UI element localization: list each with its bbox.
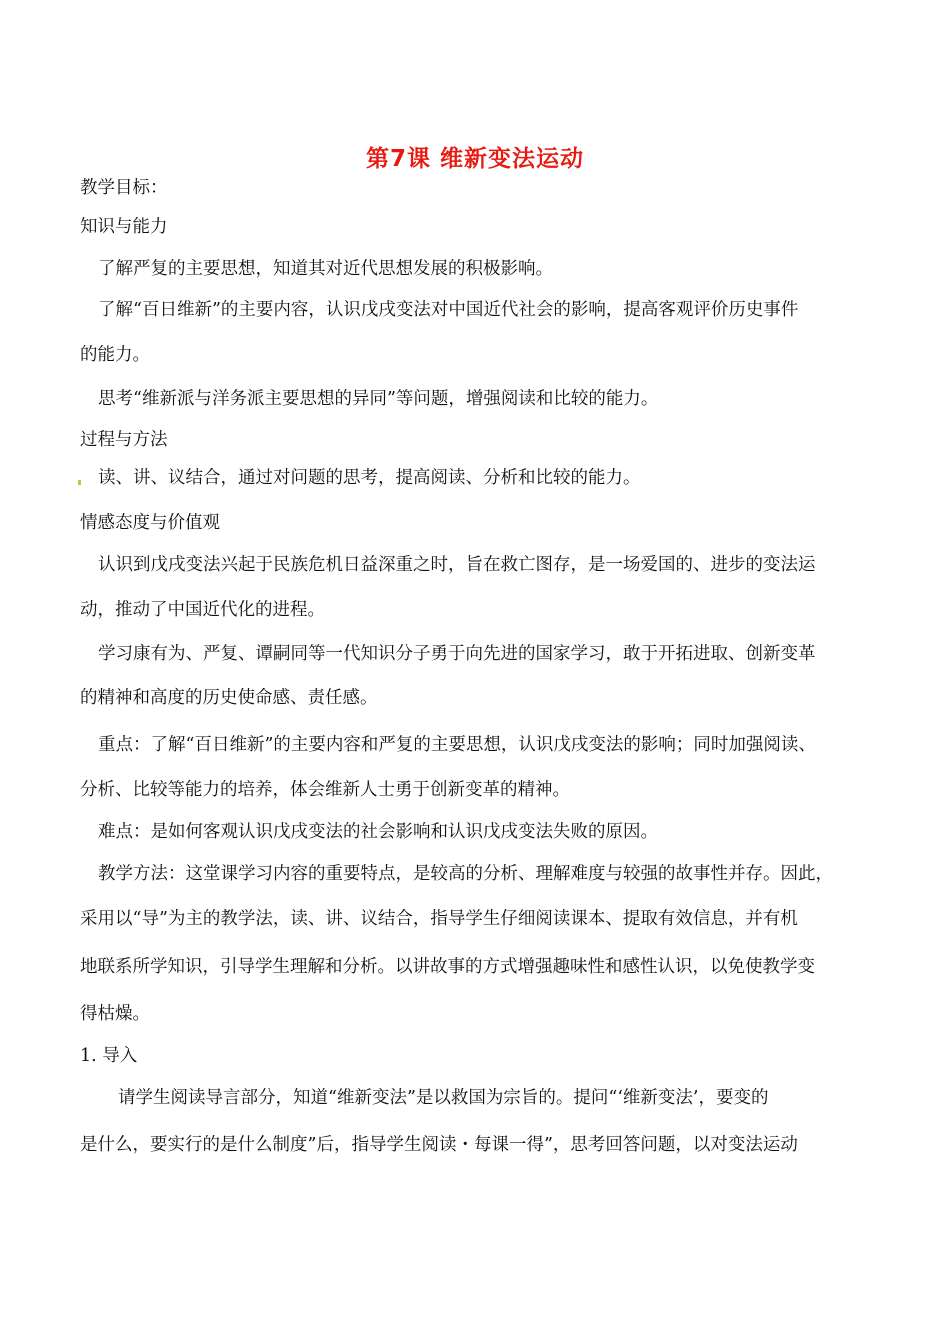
paragraph-line: 读、讲、议结合，通过对问题的思考，提高阅读、分析和比较的能力。 [98, 468, 641, 488]
teaching-goals-heading: 教学目标： [80, 178, 168, 198]
lesson-title: 第7课 维新变法运动 [365, 146, 584, 172]
paragraph-line: 了解严复的主要思想，知道其对近代思想发展的积极影响。 [98, 259, 553, 279]
knowledge-ability-heading: 知识与能力 [80, 217, 168, 237]
mark-dot [78, 480, 81, 485]
paragraph-line: 了解“百日维新”的主要内容，认识戊戌变法对中国近代社会的影响，提高客观评价历史事件 [98, 300, 799, 320]
paragraph-line: 思考“维新派与洋务派主要思想的异同”等问题，增强阅读和比较的能力。 [98, 389, 659, 409]
paragraph-line: 认识到戊戌变法兴起于民族危机日益深重之时，旨在救亡图存，是一场爱国的、进步的变法运 [98, 555, 816, 575]
paragraph-line: 是什么，要实行的是什么制度”后，指导学生阅读・每课一得”，思考回答问题，以对变法运动 [80, 1135, 798, 1155]
paragraph-line: 的能力。 [80, 345, 150, 365]
paragraph-line: 得枯燥。 [80, 1004, 150, 1024]
paragraph-line: 学习康有为、严复、谭嗣同等一代知识分子勇于向先进的国家学习，敢于开拓进取、创新变革 [98, 644, 816, 664]
teaching-method-line: 教学方法：这堂课学习内容的重要特点，是较高的分析、理解难度与较强的故事性并存。因此， [98, 864, 833, 884]
paragraph-line: 地联系所学知识，引导学生理解和分析。以讲故事的方式增强趣味性和感性认识，以免使教学变 [80, 957, 815, 977]
key-points-line: 重点：了解“百日维新”的主要内容和严复的主要思想，认识戊戌变法的影响；同时加强阅读、 [98, 735, 816, 755]
difficulty-line: 难点：是如何客观认识戊戌变法的社会影响和认识戊戌变法失败的原因。 [98, 822, 658, 842]
paragraph-line: 分析、比较等能力的培养，体会维新人士勇于创新变革的精神。 [80, 780, 570, 800]
paragraph-line: 动，推动了中国近代化的进程。 [80, 600, 325, 620]
process-method-heading: 过程与方法 [80, 430, 168, 450]
emotion-values-heading: 情感态度与价值观 [80, 513, 220, 533]
paragraph-line: 请学生阅读导言部分，知道“维新变法”是以救国为宗旨的。提问“‘维新变法’，要变的 [118, 1088, 769, 1108]
paragraph-line: 采用以“导”为主的教学法，读、讲、议结合，指导学生仔细阅读课本、提取有效信息，并有机 [80, 909, 798, 929]
paragraph-line: 的精神和高度的历史使命感、责任感。 [80, 688, 378, 708]
section-intro-heading: 1. 导入 [80, 1046, 138, 1066]
